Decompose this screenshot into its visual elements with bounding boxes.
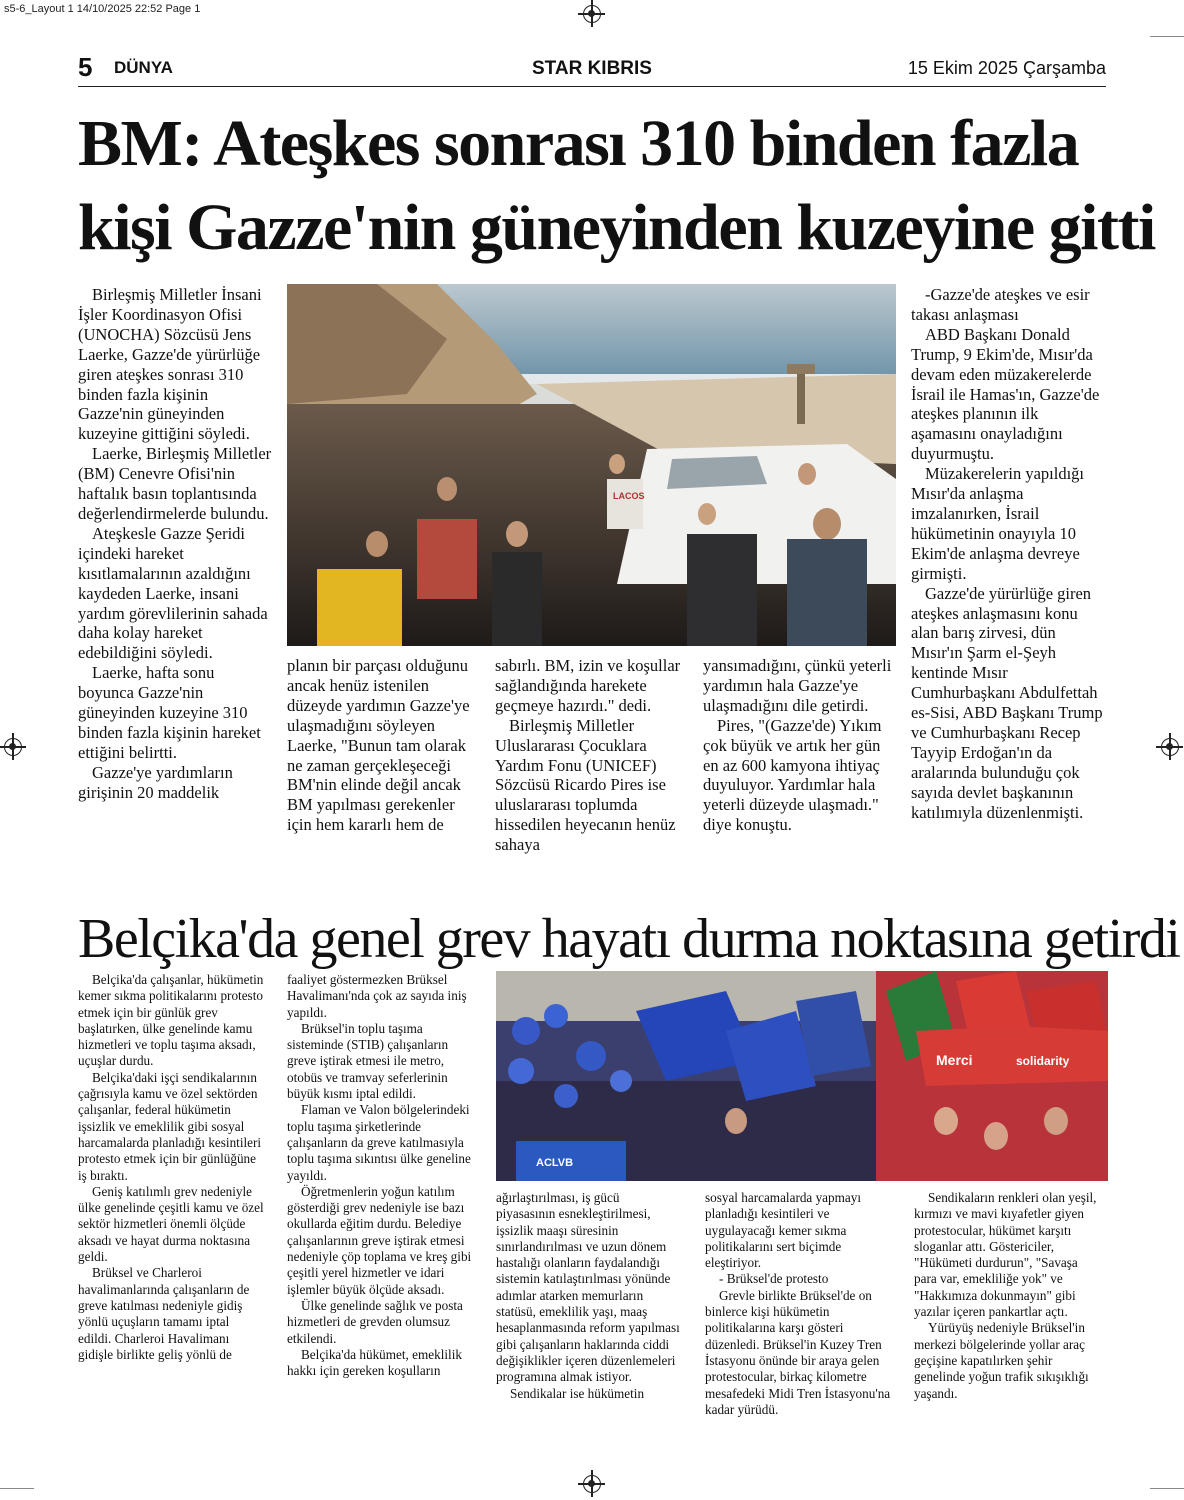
crop-mark xyxy=(1150,1488,1184,1489)
paragraph: planın bir parçası olduğunu ancak henüz istenilen düzeyde yardımın Gazze'ye ulaşmadığını söyleyen Laerke, "Bunun tam olarak ne zaman gerçekleşeceği BM'nin elinde değil ancak BM yapılması gerekenler için hem kararlı hem de xyxy=(287,656,470,835)
issue-date: 15 Ekim 2025 Çarşamba xyxy=(907,58,1106,78)
sign-text: ACLVB xyxy=(536,1157,574,1169)
paragraph: Ülke genelinde sağlık ve posta hizmetleri de grevden olumsuz etkilendi. xyxy=(287,1297,463,1346)
paragraph: Sendikalar ise hükümetin xyxy=(510,1385,645,1401)
registration-mark-icon xyxy=(4,738,22,756)
paragraph: yansımadığını, çünkü yeterli yardımın hala Gazze'ye ulaşmadığını dile getirdi. xyxy=(703,656,892,715)
page-number: 5 xyxy=(78,52,93,82)
paragraph: ABD Başkanı Donald Trump, 9 Ekim'de, Mısır'da devam eden müzakerelerde İsrail ile Hamas'ın, Gazze'de ateşkes planının ilk aşamasını onayladığını duyurmuştu. xyxy=(911,324,1100,464)
article2-headline: Belçika'da genel grev hayatı durma noktasına getirdi xyxy=(78,908,1180,970)
article2-column-4 xyxy=(705,1190,891,1418)
paragraph: Gazze'de yürürlüğe giren ateşkes anlaşmasını konu alan barış zirvesi, dün Mısır'ın Şarm el-Şeyh kentinde Mısır Cumhurbaşkanı Abdulfettah es-Sisi, ABD Başkanı Trump ve Cumhurbaşkanı Recep Tayyip Erdoğan'ın da aralarında bulunduğu çok sayıda devlet başkanının katılımıyla düzenlenmişti. xyxy=(911,583,1103,822)
paragraph: Geniş katılımlı grev nedeniyle ülke genelinde çeşitli kamu ve özel sektör hizmetleri önemli ölçüde aksadı ve hayat durma noktasına geldi. xyxy=(78,1183,264,1265)
paragraph: Sendikaların renkleri olan yeşil, kırmızı ve mavi kıyafetler giyen protestocular, hükümet karşıtı sloganlar attı. Göstericiler, "Hükümeti durdurun", "Savaşa para var, emekliliğe yok" ve "Hakkımıza dokunmayın" gibi yazılar içeren pankartlar açtı. xyxy=(914,1190,1097,1320)
paragraph: Laerke, Birleşmiş Milletler (BM) Cenevre Ofisi'nin haftalık basın toplantısında değerlendirmelerde bulundu. xyxy=(78,444,272,523)
banner-text: solidarity xyxy=(1016,1054,1070,1068)
paragraph: Birleşmiş Milletler Uluslararası Çocuklara Yardım Fonu (UNICEF) Sözcüsü Ricardo Pires ise uluslararası toplumda hissedilen heyecanın henüz sahaya xyxy=(495,715,676,855)
paragraph: Belçika'daki işçi sendikalarının çağrısıyla kamu ve özel sektörden çalışanlar, federal hükümetin işsizlik ve emeklilik gibi sosyal harcamalarda planladığı kesintileri protesto etmek için bir günlüğüne iş bıraktı. xyxy=(78,1069,262,1183)
paragraph: Gazze'ye yardımların girişinin 20 maddelik xyxy=(78,762,233,802)
article1-headline xyxy=(78,102,1155,270)
banner-text: Merci xyxy=(936,1052,973,1068)
paragraph: Belçika'da çalışanlar, hükümetin kemer sıkma politikalarını protesto etmek için bir günlük grev başlatırken, ülke genelinde kamu hizmetleri ve toplu taşıma aksadı, uçuşlar durdu. xyxy=(78,972,264,1069)
article1-column-5 xyxy=(911,285,1107,822)
paragraph: Brüksel'in toplu taşıma sisteminde (STIB) çalışanların greve iştirak etmesi ile metro, otobüs ve tramvay seferlerinin büyük kısmı iptal edildi. xyxy=(287,1020,449,1102)
paragraph: Ateşkesle Gazze Şeridi içindeki hareket kısıtlamalarının azaldığını kaydeden Laerke, insani yardım görevlilerinin sahada daha kolay hareket edebildiğini söyledi. xyxy=(78,523,268,663)
paragraph: ağırlaştırılması, iş gücü piyasasının esnekleştirilmesi, işsizlik maaşı süresinin sınırlandırılması ve uzun dönem hastalığı olanların faydalandığı sistemin katılaştırılması yönünde adımlar atarken memurların statüsü, emeklilik yaşı, maaş hesaplanmasında reform yapılması gibi çalışanların haklarında ciddi değişiklikler içeren düzenlemeleri programına almak istiyor. xyxy=(496,1190,680,1385)
headline-line: BM: Ateşkes sonrası 310 binden fazla xyxy=(78,107,1079,180)
paragraph: Flaman ve Valon bölgelerindeki toplu taşıma şirketlerinde çalışanların da greve katılmasıyla toplu taşıma sıkıntısı ülke geneline yayıldı. xyxy=(287,1102,471,1183)
paragraph: Müzakerelerin yapıldığı Mısır'da anlaşma imzalanırken, İsrail hükümetinin onayıyla 10 Ekim'de anlaşma devreye girmişti. xyxy=(911,464,1084,583)
print-slug: s5-6_Layout 1 14/10/2025 22:52 Page 1 xyxy=(4,3,201,15)
article2-column-1 xyxy=(78,972,264,1363)
article1-column-3 xyxy=(495,656,691,855)
crop-mark xyxy=(1150,36,1184,37)
registration-mark-icon xyxy=(583,5,601,23)
paragraph: Brüksel ve Charleroi havalimanlarında çalışanların de greve katılması nedeniyle gidiş yönlü uçuşların tamamı iptal edildi. Charleroi Havalimanı gidişle birlikte geliş yönlü de xyxy=(78,1265,250,1362)
paragraph: sabırlı. BM, izin ve koşullar sağlandığında harekete geçmeye hazırdı." dedi. xyxy=(495,656,681,715)
paragraph: Öğretmenlerin yoğun katılım gösterdiği grev nedeniyle ise bazı okullarda eğitim durdu. Belediye çalışanlarının greve iştirak etmesi nedeniyle çöp toplama ve kreş gibi çeşitli yerel hizmetler ve idari işlemler büyük ölçüde aksadı. xyxy=(287,1183,472,1297)
registration-mark-icon xyxy=(1161,738,1179,756)
paragraph: Yürüyüş nedeniyle Brüksel'in merkezi bölgelerinde yollar araç geçişine kapatılırken şehir genelinde yoğun trafik sıkışıklığı yaşandı. xyxy=(914,1320,1089,1401)
article1-column-1 xyxy=(78,285,274,803)
article2-column-3 xyxy=(496,1190,682,1402)
paragraph: Belçika'da hükümet, emeklilik hakkı için gereken koşulların xyxy=(287,1346,462,1379)
paragraph: Birleşmiş Milletler İnsani İşler Koordinasyon Ofisi (UNOCHA) Sözcüsü Jens Laerke, Gazze'de yürürlüğe giren ateşkes sonrası 310 binden fazla kişinin Gazze'nin güneyinden kuzeyine gittiğini söyledi. xyxy=(78,285,262,444)
newspaper-name: STAR KIBRIS xyxy=(532,58,652,79)
paragraph: -Gazze'de ateşkes ve esir takası anlaşması xyxy=(911,285,1090,324)
section-title: DÜNYA xyxy=(114,58,173,77)
paragraph: faaliyet göstermezken Brüksel Havalimanı'nda çok az sayıda iniş yapıldı. xyxy=(287,972,467,1020)
headline-line: kişi Gazze'nin güneyinden kuzeyine gitti xyxy=(78,191,1155,264)
page-header xyxy=(78,50,1106,87)
article1-column-2 xyxy=(287,656,483,835)
article2-column-5 xyxy=(914,1190,1100,1402)
article2-column-2 xyxy=(287,972,473,1379)
registration-mark-icon xyxy=(583,1475,601,1493)
subheading: - Brüksel'de protesto xyxy=(719,1271,829,1287)
paragraph: Pires, "(Gazze'de) Yıkım çok büyük ve artık her gün en az 600 kamyona ihtiyaç duyuluyor. Yardımlar hala yeterli düzeyde ulaşmadı." diye konuştu. xyxy=(703,715,882,835)
shirt-text: LACOS xyxy=(613,491,645,501)
paragraph: Grevle birlikte Brüksel'de on binlerce kişi hükümetin politikalarına karşı gösteri düzenledi. Brüksel'in Kuzey Tren İstasyonu önünde bir araya gelen protestocular, birkaç kilometre mesafedeki Midi Tren İstasyonu'na kadar yürüdü. xyxy=(705,1287,891,1417)
paragraph: sosyal harcamalarda yapmayı planladığı kesintileri ve uygulayacağı kemer sıkma politikalarını sert biçimde eleştiriyor. xyxy=(705,1190,861,1271)
crop-mark xyxy=(0,1488,34,1489)
article1-column-4 xyxy=(703,656,899,835)
paragraph: Laerke, hafta sonu boyunca Gazze'nin güneyinden kuzeyine 310 binden fazla kişinin hareket ettiğini belirtti. xyxy=(78,663,261,762)
gaza-photo xyxy=(287,284,896,646)
belgium-strike-photo xyxy=(496,971,1108,1181)
